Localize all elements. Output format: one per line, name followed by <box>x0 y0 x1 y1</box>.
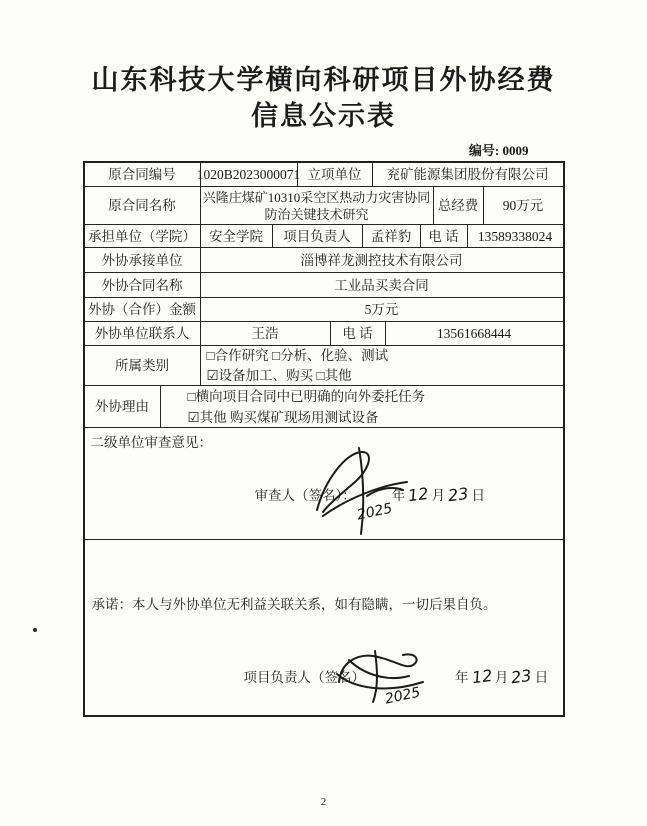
row-review-opinion <box>85 428 563 540</box>
reason-options-line2: ☑其他 购买煤矿现场用测试设备 <box>187 409 379 425</box>
field-label: 外协合同名称 <box>85 273 201 297</box>
form-table <box>83 161 565 717</box>
field-value: 兴隆庄煤矿10310采空区热动力灾害协同防治关键技术研究 <box>201 187 434 224</box>
field-label: 电 话 <box>421 225 468 247</box>
field-value: 90万元 <box>502 198 544 213</box>
row-outsourcing-unit <box>85 248 563 273</box>
row-undertaking-unit <box>85 225 563 248</box>
date-day-char: 日 <box>534 670 549 685</box>
page-number: 2 <box>320 796 327 808</box>
field-label: 所属类别 <box>85 346 201 385</box>
category-options <box>201 346 563 385</box>
review-section-label: 二级单位审查意见： <box>90 435 212 450</box>
field-value: 工业品买卖合同 <box>334 277 429 293</box>
date-month-char: 月 <box>431 488 446 503</box>
field-value: 13561668444 <box>436 326 512 341</box>
leader-signer-label: 项目负责人（签名） <box>243 670 365 685</box>
row-original-contract-name <box>85 187 563 225</box>
row-category <box>85 346 563 386</box>
handwritten-year: 2025 <box>355 500 394 524</box>
handwritten-year: 2025 <box>383 684 422 708</box>
field-label: 立项单位 <box>298 163 373 186</box>
promise-cell <box>85 540 563 715</box>
field-label: 原合同名称 <box>85 187 201 224</box>
promise-text: 承诺：本人与外协单位无利益关联关系，如有隐瞒，一切后果自负。 <box>91 597 497 612</box>
row-original-contract-no <box>85 163 563 187</box>
category-options-line1: □合作研究 □分析、化验、测试 <box>206 348 389 363</box>
scan-speck <box>33 628 37 632</box>
field-value: 5万元 <box>364 302 399 317</box>
reason-options <box>161 386 563 427</box>
form-title-line1: 山东科技大学横向科研项目外协经费 <box>91 65 556 95</box>
field-label: 项目负责人 <box>273 225 363 247</box>
date-month-char: 月 <box>494 670 509 685</box>
reason-options-line1: □横向项目合同中已明确的向外委托任务 <box>187 388 426 404</box>
field-label: 总经费 <box>434 187 484 224</box>
date-year-char: 年 <box>391 488 406 503</box>
field-value: 1020B2023000071 <box>201 163 298 186</box>
handwritten-day: 23 <box>447 483 470 506</box>
date-year-char: 年 <box>455 670 469 685</box>
field-label: 外协（合作）金额 <box>85 298 201 321</box>
row-outsourcing-contract <box>85 273 563 298</box>
serial-number: 编号: 0009 <box>468 143 529 158</box>
field-label: 原合同编号 <box>85 163 201 186</box>
field-label: 电 话 <box>331 322 386 345</box>
row-outsourcing-contact <box>85 322 563 346</box>
field-value: 淄博祥龙测控技术有限公司 <box>300 252 463 268</box>
field-value: 孟祥豹 <box>363 225 421 247</box>
field-value: 13589338024 <box>477 228 553 244</box>
row-reason <box>85 386 563 428</box>
field-label: 外协理由 <box>85 386 161 427</box>
field-label: 外协单位联系人 <box>85 322 201 345</box>
category-options-line2: ☑设备加工、购买 □其他 <box>206 367 352 383</box>
field-value: 兖矿能源集团股份有限公司 <box>386 167 549 182</box>
row-promise <box>85 540 563 715</box>
date-day-char: 日 <box>471 488 485 503</box>
form-title <box>0 0 647 134</box>
field-value: 安全学院 <box>201 225 273 247</box>
field-value: 王浩 <box>201 322 331 345</box>
field-label: 外协承接单位 <box>85 248 201 272</box>
handwritten-day: 23 <box>510 665 533 688</box>
form-title-line2: 信息公示表 <box>251 101 396 131</box>
field-label: 承担单位（学院） <box>85 225 201 247</box>
review-opinion-cell <box>85 428 563 539</box>
handwritten-month: 12 <box>470 665 493 688</box>
row-outsourcing-amount <box>85 298 563 322</box>
reviewer-signer-label: 审查人（签名）： <box>254 488 356 503</box>
handwritten-month: 12 <box>407 483 430 506</box>
